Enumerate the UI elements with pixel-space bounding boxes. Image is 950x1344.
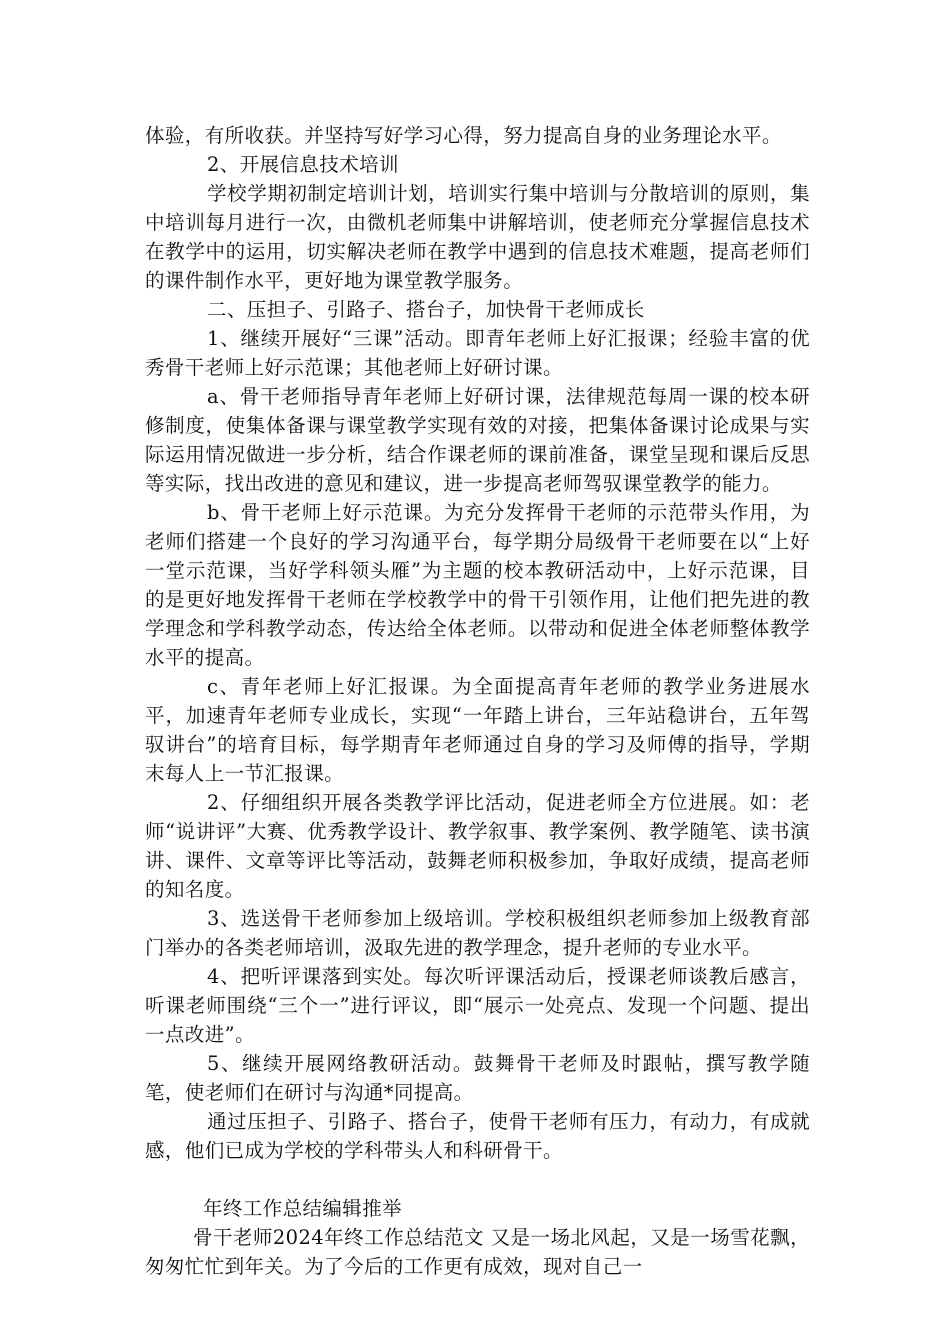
heading-recommendation: 年终工作总结编辑推举 [203, 1197, 403, 1220]
paragraph-item-c: c、青年老师上好汇报课。为全面提高青年老师的教学业务进展水平，加速青年老师专业成长，实现“一年踏上讲台，三年站稳讲台，五年驾驭讲台”的培育目标，每学期青年老师通过自身的学习及师傅的指导，学期末每人上一节汇报课。 [145, 675, 810, 785]
heading-section-two: 二、压担子、引路子、搭台子，加快骨干老师成长 [207, 298, 645, 321]
paragraph-item-b: b、骨干老师上好示范课。为充分发挥骨干老师的示范带头作用，为老师们搭建一个良好的学习沟通平台，每学期分局级骨干老师要在以“上好一堂示范课，当好学科领头雁”为主题的校本教研活动中，上好示范课，目的是更好地发挥骨干老师在学校教学中的骨干引领作用，让他们把先进的教学理念和学科教学动态，传达给全体老师。以带动和促进全体老师整体教学水平的提高。 [145, 501, 810, 669]
heading-it-training: 2、开展信息技术培训 [207, 153, 399, 176]
paragraph-study-experience: 体验，有所收获。并坚持写好学习心得，努力提高自身的业务理论水平。 [145, 124, 782, 147]
paragraph-three-lessons: 1、继续开展好“三课”活动。即青年老师上好汇报课；经验丰富的优秀骨干老师上好示范课；其他老师上好研讨课。 [145, 327, 810, 379]
paragraph-spacer [145, 1165, 810, 1194]
paragraph-conclusion: 通过压担子、引路子、搭台子，使骨干老师有压力，有动力，有成就感，他们已成为学校的学科带头人和科研骨干。 [145, 1110, 810, 1162]
paragraph-training-selection: 3、选送骨干老师参加上级培训。学校积极组织老师参加上级教育部门举办的各类老师培训，汲取先进的教学理念，提升老师的专业水平。 [145, 907, 810, 959]
paragraph-lesson-review: 4、把听评课落到实处。每次听评课活动后，授课老师谈教后感言，听课老师围绕“三个一”进行评议，即“展示一处亮点、发现一个问题、提出一点改进”。 [145, 965, 810, 1046]
paragraph-item-a: a、骨干老师指导青年老师上好研讨课，法律规范每周一课的校本研修制度，使集体备课与课堂教学实现有效的对接，把集体备课讨论成果与实际运用情况做进一步分析，结合作课老师的课前准备，课堂呈现和课后反思等实际，找出改进的意见和建议，进一步提高老师驾驭课堂教学的能力。 [145, 385, 810, 495]
paragraph-training-plan: 学校学期初制定培训计划，培训实行集中培训与分散培训的原则，集中培训每月进行一次，由微机老师集中讲解培训，使老师充分掌握信息技术在教学中的运用，切实解决老师在教学中遇到的信息技术难题，提高老师们的课件制作水平，更好地为课堂教学服务。 [145, 182, 810, 292]
paragraph-evaluation-activities: 2、仔细组织开展各类教学评比活动，促进老师全方位进展。如：老师“说讲评”大赛、优秀教学设计、教学叙事、教学案例、教学随笔、读书演讲、课件、文章等评比等活动，鼓舞老师积极参加，争取好成绩，提高老师的知名度。 [145, 791, 810, 901]
document-page [145, 121, 810, 1281]
paragraph-sample-summary: 骨干老师2024年终工作总结范文 又是一场北风起，又是一场雪花飘，匆匆忙忙到年关。为了今后的工作更有成效，现对自己一 [145, 1226, 810, 1278]
paragraph-online-research: 5、继续开展网络教研活动。鼓舞骨干老师及时跟帖，撰写教学随笔，使老师们在研讨与沟通*同提高。 [145, 1052, 810, 1104]
